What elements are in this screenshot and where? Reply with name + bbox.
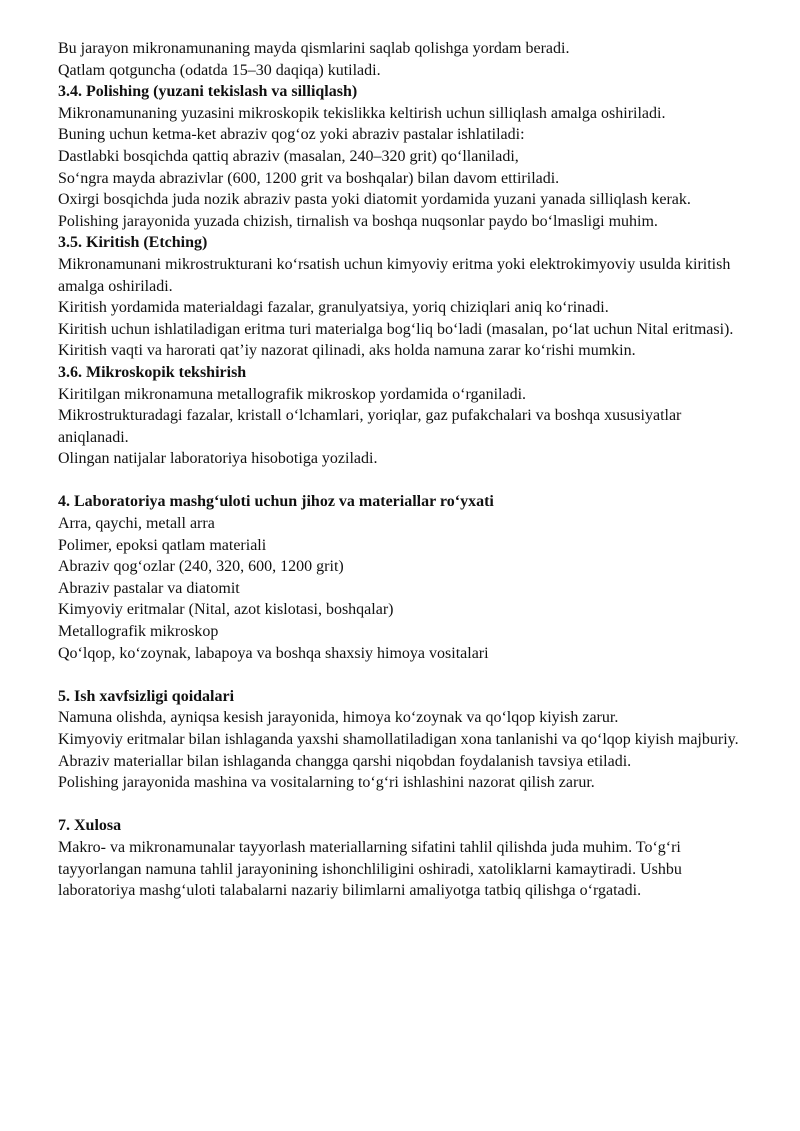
intro-line: Bu jarayon mikronamunaning mayda qismlarini saqlab qolishga yordam beradi. [58, 40, 570, 57]
intro-line: Qatlam qotguncha (odatda 15–30 daqiqa) kutiladi. [58, 61, 381, 79]
list-item: Abraziv pastalar va diatomit [58, 579, 240, 597]
paragraph: Kiritish yordamida materialdagi fazalar, granulyatsiya, yoriq chiziqlari aniq ko‘rinadi. [58, 299, 609, 317]
document-page [58, 38, 748, 902]
paragraph: Kiritilgan mikronamuna metallografik mikroskop yordamida o‘rganiladi. [58, 385, 527, 403]
paragraph: Kimyoviy eritmalar bilan ishlaganda yaxshi shamollatiladigan xona tanlanishi va qo‘lqop kiyish majburiy. [58, 731, 739, 748]
list-item: Kimyoviy eritmalar (Nital, azot kislotasi, boshqalar) [58, 601, 394, 619]
section-heading-5: 5. Ish xavfsizligi qoidalari [58, 687, 235, 705]
paragraph: So‘ngra mayda abrazivlar (600, 1200 grit va boshqalar) bilan davom ettiriladi. [58, 169, 560, 187]
list-item: Abraziv qog‘ozlar (240, 320, 600, 1200 grit) [58, 558, 344, 576]
paragraph: Kiritish vaqti va harorati qat’iy nazorat qilinadi, aks holda namuna zarar ko‘rishi mumkin. [58, 342, 636, 360]
paragraph: Dastlabki bosqichda qattiq abraziv (masalan, 240–320 grit) qo‘llaniladi, [58, 147, 519, 165]
section-heading-3-4: 3.4. Polishing (yuzani tekislash va silliqlash) [58, 83, 358, 101]
list-item: Qo‘lqop, ko‘zoynak, labapoya va boshqa shaxsiy himoya vositalari [58, 644, 489, 662]
section-heading-3-5: 3.5. Kiritish (Etching) [58, 234, 208, 252]
paragraph: Polishing jarayonida yuzada chizish, tirnalish va boshqa nuqsonlar paydo bo‘lmasligi muhim. [58, 212, 658, 230]
paragraph: Buning uchun ketma-ket abraziv qog‘oz yoki abraziv pastalar ishlatiladi: [58, 126, 525, 144]
section-heading-3-6: 3.6. Mikroskopik tekshirish [58, 363, 247, 381]
paragraph: Polishing jarayonida mashina va vositalarning to‘g‘ri ishlashini nazorat qilish zarur. [58, 774, 595, 792]
paragraph: Mikrostrukturadagi fazalar, kristall o‘lchamlari, yoriqlar, gaz pufakchalari va boshqa xususiyatlar aniqlanadi. [58, 407, 682, 446]
list-item: Arra, qaychi, metall arra [58, 515, 215, 533]
conclusion-paragraph: Makro- va mikronamunalar tayyorlash materiallarning sifatini tahlil qilishda juda muhim. To‘g‘ri tayyorlangan namuna tahlil jarayonining ishonchliligini oshiradi, xatoliklarni kamaytiradi. Ushbu laboratoriya mashg‘uloti talabalarni nazariy bilimlarni amaliyotga tatbiq qilishga o‘rgatadi. [58, 838, 682, 900]
list-item: Polimer, epoksi qatlam materiali [58, 536, 267, 554]
paragraph: Olingan natijalar laboratoriya hisobotiga yoziladi. [58, 450, 378, 468]
paragraph: Mikronamunaning yuzasini mikroskopik tekislikka keltirish uchun silliqlash amalga oshiriladi. [58, 104, 666, 122]
paragraph: Mikronamunani mikrostrukturani ko‘rsatish uchun kimyoviy eritma yoki elektrokimyoviy usulda kiritish amalga oshiriladi. [58, 255, 731, 295]
section-heading-7: 7. Xulosa [58, 817, 122, 835]
list-item: Metallografik mikroskop [58, 623, 219, 641]
paragraph: Abraziv materiallar bilan ishlaganda changga qarshi niqobdan foydalanish tavsiya etiladi. [58, 752, 632, 770]
paragraph: Namuna olishda, ayniqsa kesish jarayonida, himoya ko‘zoynak va qo‘lqop kiyish zarur. [58, 709, 619, 727]
section-heading-4: 4. Laboratoriya mashg‘uloti uchun jihoz va materiallar ro‘yxati [58, 493, 494, 511]
paragraph: Kiritish uchun ishlatiladigan eritma turi materialga bog‘liq bo‘ladi (masalan, po‘lat uchun Nital eritmasi). [58, 320, 734, 338]
paragraph: Oxirgi bosqichda juda nozik abraziv pasta yoki diatomit yordamida yuzani yanada silliqlash kerak. [58, 191, 691, 209]
